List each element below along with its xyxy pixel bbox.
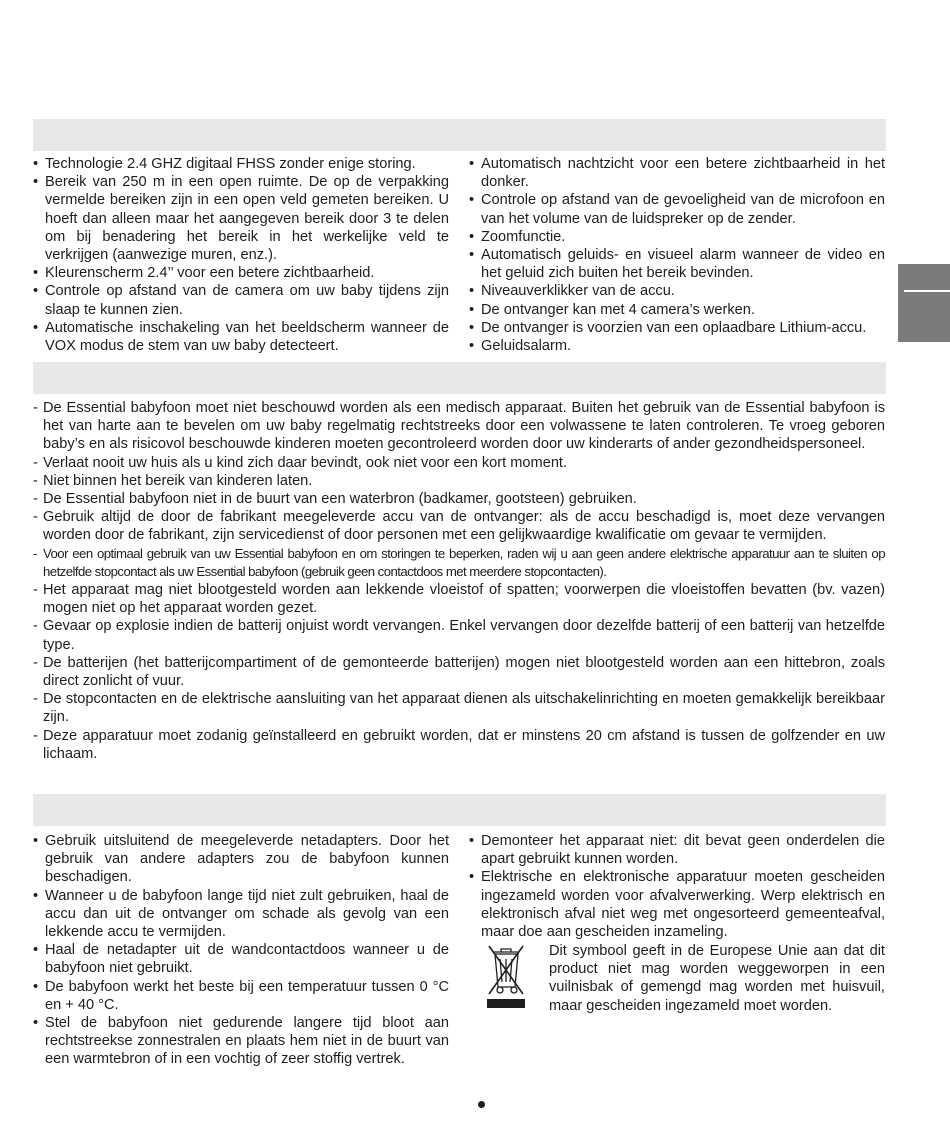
list-item: • De ontvanger is voorzien van een oplaadbare Lithium-accu. xyxy=(469,319,885,337)
list-item: • Elektrische en elektronische apparatuur moeten gescheiden ingezameld worden voor afvalverwerking. Werp elektrisch en elektronisch afval niet weg met ongesorteerd gemeenteafval, maar doe aan gescheiden inzameling. xyxy=(469,868,885,941)
warning-item: - Voor een optimaal gebruik van uw Essential babyfoon en om storingen te beperken, raden wij u aan geen andere elektrische apparatuur aan te sluiten op hetzelfde stopcontact als uw Essential babyfoon (gebruik geen contactdoos met meerdere stopcontacten). xyxy=(33,545,885,581)
warning-item: - De Essential babyfoon niet in de buurt van een waterbron (badkamer, gootsteen) gebruiken. xyxy=(33,490,885,508)
warning-item: - Verlaat nooit uw huis als u kind zich daar bevindt, ook niet voor een kort moment. xyxy=(33,454,885,472)
list-item: • De babyfoon werkt het beste bij een temperatuur tussen 0 °C en + 40 °C. xyxy=(33,978,449,1014)
crossed-out-wheelie-bin-icon xyxy=(486,942,526,1010)
list-item: • Automatisch nachtzicht voor een betere zichtbaarheid in het donker. xyxy=(469,155,885,191)
list-item: • Bereik van 250 m in een open ruimte. De op de verpakking vermelde bereiken zijn in een open veld gemeten bereiken. U hoeft dan alleen maar het aangegeven bereik door 3 te delen om bij benadering het bereik in het werkelijke veld te verkrijgen (aanwezige muren, enz.). xyxy=(33,173,449,264)
list-item: • De ontvanger kan met 4 camera’s werken. xyxy=(469,301,885,319)
features-right-list xyxy=(469,155,885,355)
warnings-header-band xyxy=(33,362,886,394)
warning-item: - De stopcontacten en de elektrische aansluiting van het apparaat dienen als uitschakelinrichting en moeten gemakkelijk bereikbaar zijn. xyxy=(33,690,885,726)
warning-item: - Gevaar op explosie indien de batterij onjuist wordt vervangen. Enkel vervangen door dezelfde batterij of een batterij van hetzelfde type. xyxy=(33,617,885,653)
recycle-symbol-text: Dit symbool geeft in de Europese Unie aan dat dit product niet mag worden weggeworpen in een vuilnisbak of gemengd mag worden met huisvuil, maar gescheiden ingezameld moet worden. xyxy=(549,943,885,1014)
language-tab xyxy=(898,264,950,342)
warning-item: - De batterijen (het batterijcompartiment of de gemonteerde batterijen) mogen niet blootgesteld worden aan een hittebron, zoals direct zonlicht of vuur. xyxy=(33,654,885,690)
warning-item: - Deze apparatuur moet zodanig geïnstalleerd en gebruikt worden, dat er minstens 20 cm afstand is tussen de golfzender en uw lichaam. xyxy=(33,727,885,763)
list-item: • Wanneer u de babyfoon lange tijd niet zult gebruiken, haal de accu dan uit de ontvanger om schade als gevolg van een lekkende accu te vermijden. xyxy=(33,887,449,942)
list-item: • Automatisch geluids- en visueel alarm wanneer de video en het geluid zich buiten het bereik bevinden. xyxy=(469,246,885,282)
list-item: • Technologie 2.4 GHZ digitaal FHSS zonder enige storing. xyxy=(33,155,449,173)
list-item: • Haal de netadapter uit de wandcontactdoos wanneer u de babyfoon niet gebruikt. xyxy=(33,941,449,977)
features-header-band xyxy=(33,119,886,151)
list-item: • Controle op afstand van de camera om uw baby tijdens zijn slaap te kunnen zien. xyxy=(33,282,449,318)
warning-item: - Het apparaat mag niet blootgesteld worden aan lekkende vloeistof of spatten; voorwerpen die vloeistoffen bevatten (bv. vazen) mogen niet op het apparaat worden gezet. xyxy=(33,581,885,617)
list-item: • Demonteer het apparaat niet: dit bevat geen onderdelen die apart gebruikt kunnen worden. xyxy=(469,832,885,868)
list-item: • Geluidsalarm. xyxy=(469,337,885,355)
usage-right-list xyxy=(469,832,885,941)
language-tab-line xyxy=(904,290,950,292)
list-item: • Stel de babyfoon niet gedurende langere tijd bloot aan rechtstreekse zonnestralen en plaats hem niet in de buurt van een warmtebron of in een vochtig of zeer stoffig vertrek. xyxy=(33,1014,449,1069)
usage-header-band xyxy=(33,794,886,826)
list-item: • Niveauverklikker van de accu. xyxy=(469,282,885,300)
list-item: • Gebruik uitsluitend de meegeleverde netadapters. Door het gebruik van andere adapters zou de babyfoon kunnen beschadigen. xyxy=(33,832,449,887)
warning-item: - De Essential babyfoon moet niet beschouwd worden als een medisch apparaat. Buiten het gebruik van de Essential babyfoon is het van harte aan te bevelen om uw baby regelmatig rechtstreeks door een volwassene te laten controleren. Te vroeg geboren baby’s en als risicovol beschouwde kinderen moeten gecontroleerd worden door uw kinderarts of ander gezondheidspersoneel. xyxy=(33,399,885,454)
warnings-list xyxy=(33,399,885,763)
list-item: • Controle op afstand van de gevoeligheid van de microfoon en van het volume van de luidspreker op de zender. xyxy=(469,191,885,227)
list-item: • Automatische inschakeling van het beeldscherm wanneer de VOX modus de stem van uw baby detecteert. xyxy=(33,319,449,355)
page-marker-dot xyxy=(478,1101,485,1108)
list-item: • Kleurenscherm 2.4’’ voor een betere zichtbaarheid. xyxy=(33,264,449,282)
list-item: • Zoomfunctie. xyxy=(469,228,885,246)
warning-item: - Gebruik altijd de door de fabrikant meegeleverde accu van de ontvanger: als de accu beschadigd is, moet deze vervangen worden door de fabrikant, zijn servicedienst of door personen met een gelijkwaardige kwalificatie om gevaar te vermijden. xyxy=(33,508,885,544)
usage-left-list xyxy=(33,832,449,1069)
warning-item: - Niet binnen het bereik van kinderen laten. xyxy=(33,472,885,490)
features-left-list xyxy=(33,155,449,355)
